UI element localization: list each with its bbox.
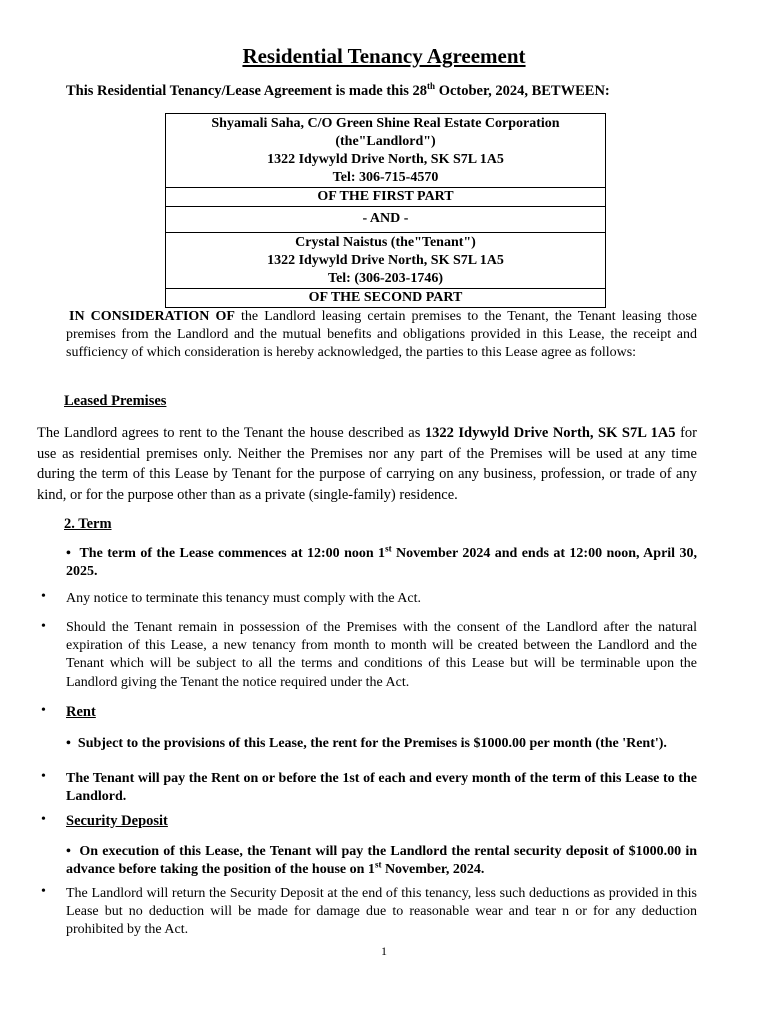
term-bullet-holdover: Should the Tenant remain in possession of the Premises with the consent of the Landlord after the natural expiration of this Lease, a new tenancy from month to month will be created between the Landlord and the Tenant which will be subject to all the terms and conditions of this Lease but will be terminable upon the Landlord giving the Tenant the notice required under the Act. — [66, 620, 697, 690]
first-part-label: OF THE FIRST PART — [166, 188, 605, 207]
tenant-address: 1322 Idywyld Drive North, SK S7L 1A5 — [267, 253, 504, 268]
bullet-icon: • — [66, 546, 71, 561]
landlord-name: Shyamali Saha, C/O Green Shine Real Estate Corporation — [211, 116, 560, 131]
premises-address: 1322 Idywyld Drive North, SK S7L 1A5 — [424, 425, 676, 441]
consideration-paragraph: IN CONSIDERATION OF the Landlord leasing certain premises to the Tenant, the Tenant leasing those premises from the Landlord and the mutual benefits and obligations provided in this Lease, the receipt and sufficiency of which consideration is hereby acknowledged, the parties to this Lease agree as follows: — [66, 309, 697, 361]
security-deposit-heading: Security Deposit — [66, 813, 168, 829]
intro-line: This Residential Tenancy/Lease Agreement is made this 28th October, 2024, BETWEEN: — [66, 81, 610, 99]
landlord-phone: Tel: 306-715-4570 — [332, 170, 439, 185]
bullet-icon: • — [41, 589, 46, 604]
parties-table — [165, 113, 606, 308]
bullet-icon: • — [66, 844, 71, 859]
page-number: 1 — [381, 944, 387, 958]
second-part-label: OF THE SECOND PART — [308, 290, 463, 305]
rent-bullet-due: The Tenant will pay the Rent on or before the 1st of each and every month of the term of this Lease to the Landlord. — [66, 771, 697, 805]
leased-premises-paragraph: The Landlord agrees to rent to the Tenant the house described as 1322 Idywyld Drive North, SK S7L 1A5 for use as residential premises only. Neither the Premises nor any part of the Premises will be used at any time during the term of this Lease by Tenant for the purpose of carrying on any business, profession, or trade of any kind, or for the purpose other than as a private (single-family) residence. — [37, 425, 697, 503]
tenant-name: Crystal Naistus (the"Tenant") — [295, 235, 476, 250]
tenant-cell — [166, 233, 605, 289]
tenant-phone: Tel: (306-203-1746) — [328, 271, 443, 286]
term-bullet-notice: Any notice to terminate this tenancy must comply with the Act. — [66, 591, 421, 606]
bullet-icon: • — [41, 769, 46, 784]
landlord-address: 1322 Idywyld Drive North, SK S7L 1A5 — [267, 152, 504, 167]
landlord-role: (the"Landlord") — [335, 134, 436, 149]
and-separator: - AND - — [166, 207, 605, 233]
deposit-bullet-payment: • On execution of this Lease, the Tenant will pay the Landlord the rental security deposit of $1000.00 in advance before taking the position of the house on 1st November, 2024. — [66, 844, 698, 878]
landlord-cell — [166, 114, 605, 188]
bullet-icon: • — [41, 703, 46, 718]
deposit-bullet-return: The Landlord will return the Security Deposit at the end of this tenancy, less such deductions as provided in this Lease but no deduction will be made for damage due to reasonable wear and tear n or for any deduction prohibited by the Act. — [66, 886, 697, 938]
leased-premises-heading: Leased Premises — [64, 393, 167, 409]
rent-bullet-amount: • Subject to the provisions of this Lease, the rent for the Premises is $1000.00 per month (the 'Rent'). — [66, 736, 667, 751]
term-heading: 2. Term — [64, 516, 112, 532]
rent-heading: Rent — [66, 704, 96, 720]
bullet-icon: • — [41, 619, 46, 634]
document-title: Residential Tenancy Agreement — [242, 44, 526, 68]
bullet-icon: • — [41, 884, 46, 899]
bullet-icon: • — [41, 812, 46, 827]
consideration-lead: IN CONSIDERATION OF — [69, 309, 235, 324]
term-bullet-commencement: • The term of the Lease commences at 12:00 noon 1st November 2024 and ends at 12:00 noon, April 30, 2025. — [66, 543, 697, 580]
bullet-icon: • — [66, 736, 71, 751]
